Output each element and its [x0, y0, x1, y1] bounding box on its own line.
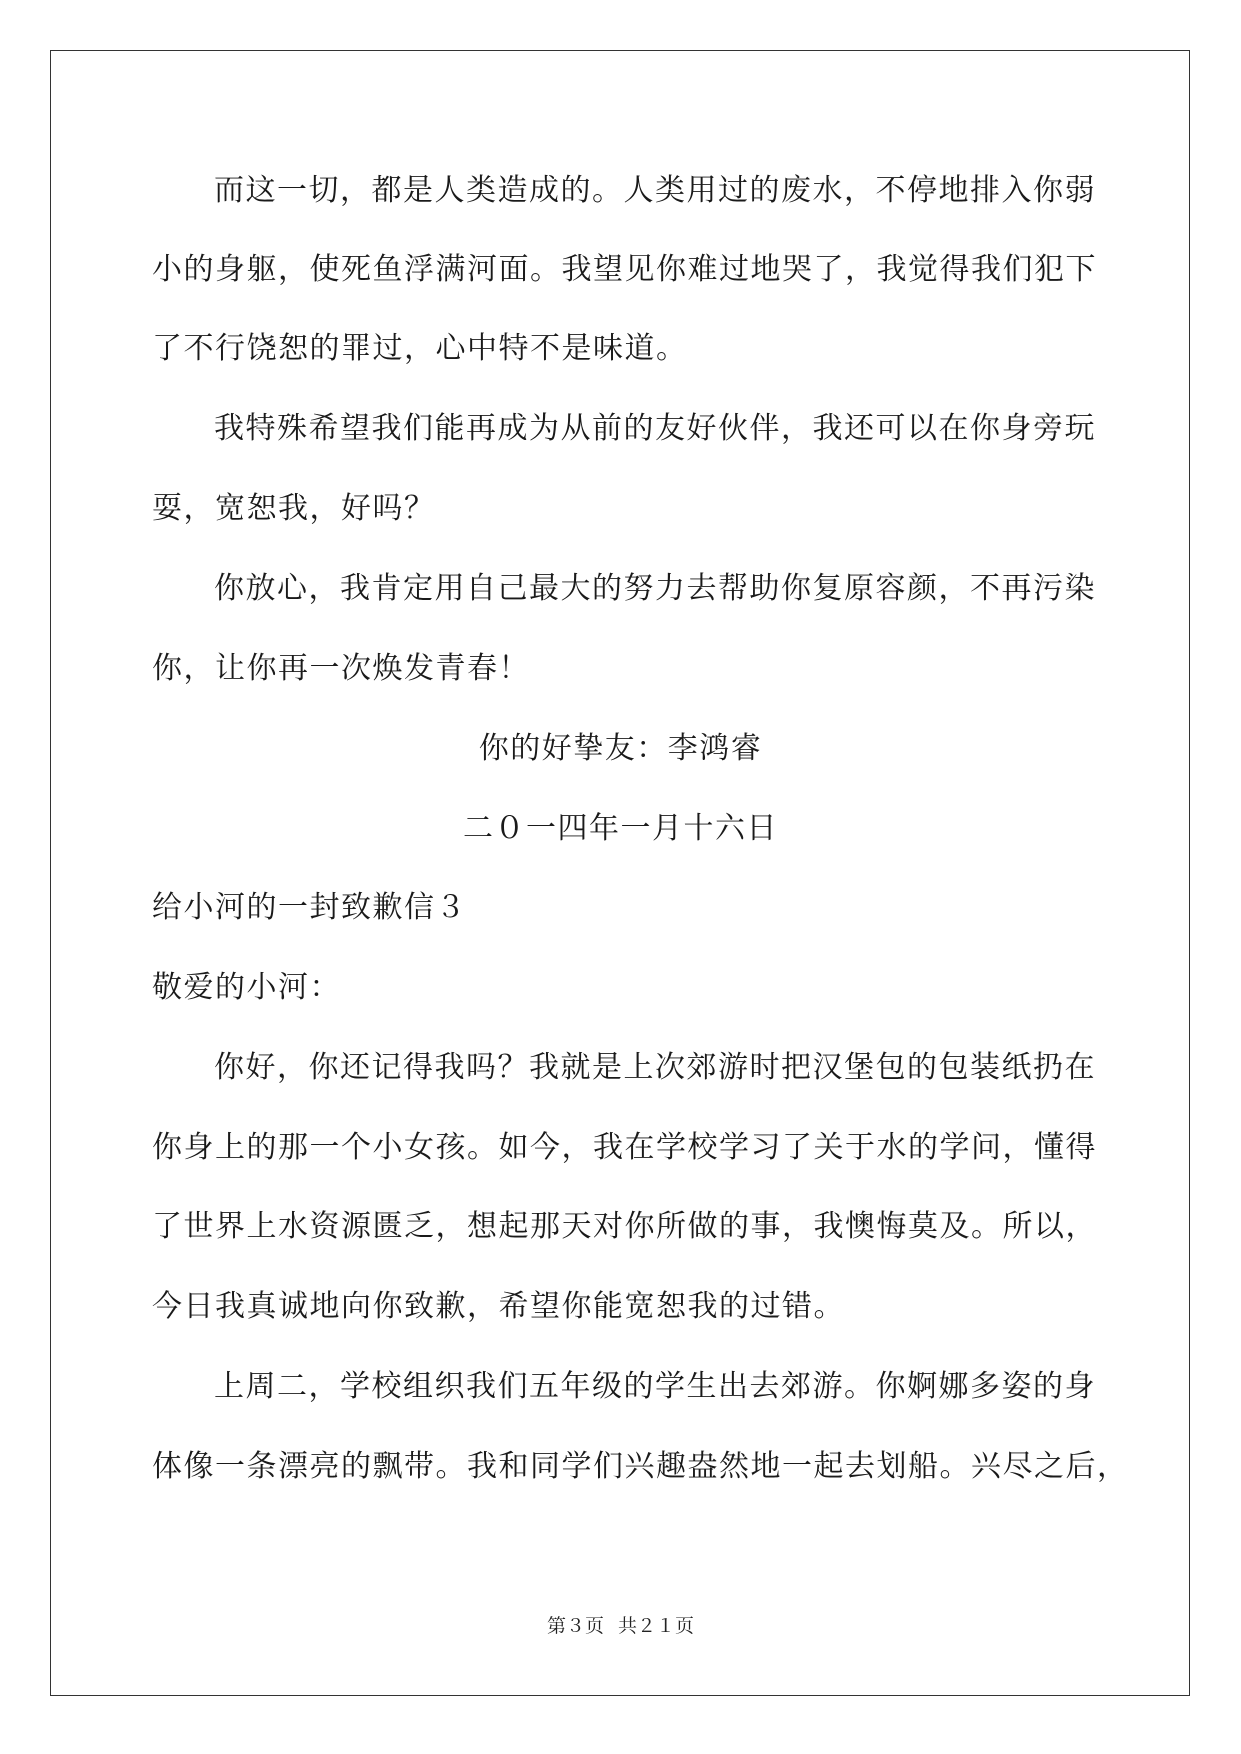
- paragraph-line: 耍，宽恕我，好吗？: [152, 491, 436, 526]
- signature-line: 你的好挚友：李鸿睿: [478, 731, 763, 766]
- page-number: 第３页: [546, 1615, 604, 1637]
- paragraph-line: 你好，你还记得我吗？我就是上次郊游时把汉堡包的包装纸扔在: [214, 1050, 1096, 1085]
- paragraph-line: 上周二，学校组织我们五年级的学生出去郊游。你婀娜多姿的身: [214, 1369, 1096, 1404]
- paragraph-line: 而这一切，都是人类造成的。人类用过的废水，不停地排入你弱: [214, 173, 1096, 208]
- paragraph-line: 了世界上水资源匮乏，想起那天对你所做的事，我懊悔莫及。所以，: [152, 1209, 1097, 1244]
- paragraph-line: 我特殊希望我们能再成为从前的友好伙伴，我还可以在你身旁玩: [214, 411, 1096, 446]
- salutation: 敬爱的小河：: [152, 970, 341, 1005]
- date-line: 二０一四年一月十六日: [463, 811, 778, 846]
- paragraph-line: 你身上的那一个小女孩。如今，我在学校学习了关于水的学问，懂得: [152, 1130, 1097, 1165]
- paragraph-line: 你，让你再一次焕发青春！: [152, 651, 530, 686]
- paragraph-line: 今日我真诚地向你致歉，希望你能宽恕我的过错。: [152, 1289, 845, 1324]
- paragraph-line: 了不行饶恕的罪过，心中特不是味道。: [152, 331, 688, 366]
- paragraph-line: 你放心，我肯定用自己最大的努力去帮助你复原容颜，不再污染: [214, 571, 1096, 606]
- letter-title: 给小河的一封致歉信３: [152, 890, 467, 925]
- page-footer: [0, 1614, 1241, 1638]
- paragraph-line: 小的身躯，使死鱼浮满河面。我望见你难过地哭了，我觉得我们犯下: [152, 252, 1097, 287]
- page-total: 共２１页: [618, 1615, 695, 1637]
- paragraph-line: 体像一条漂亮的飘带。我和同学们兴趣盎然地一起去划船。兴尽之后，: [152, 1449, 1129, 1484]
